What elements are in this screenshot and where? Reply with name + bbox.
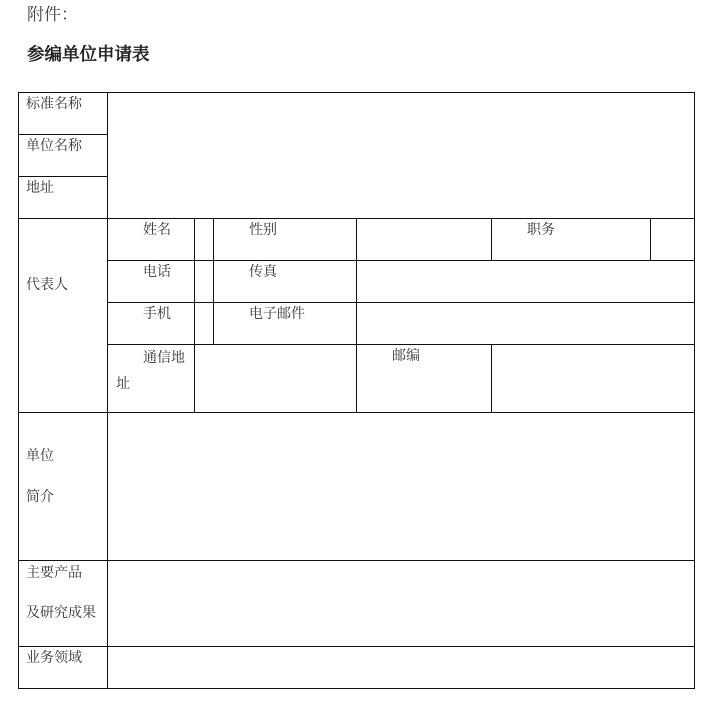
products-label-line-1: 主要产品 [26, 565, 82, 581]
mobile-value-cell [194, 302, 214, 345]
email-label-cell [213, 302, 357, 345]
unit-name-label-cell [18, 134, 108, 177]
attachment-label: 附件： [27, 5, 78, 25]
phone-label: 电话 [143, 264, 171, 280]
unit-intro-label-line-1: 单位 [26, 448, 54, 464]
gender-label: 性别 [249, 222, 277, 238]
mailing-address-label: 通信地址 [116, 350, 185, 392]
standard-name-label: 标准名称 [26, 96, 82, 112]
unit-intro-label-cell [18, 412, 108, 561]
postcode-label: 邮编 [392, 348, 420, 364]
products-value-cell [107, 560, 695, 647]
form-title: 参编单位申请表 [27, 45, 150, 65]
email-value-cell [356, 302, 695, 345]
position-label-cell [491, 218, 651, 261]
phone-label-cell [107, 260, 195, 303]
unit-name-label: 单位名称 [26, 138, 82, 154]
postcode-value-cell [491, 344, 695, 413]
business-scope-label-cell [18, 646, 108, 689]
business-scope-value-cell [107, 646, 695, 689]
business-scope-label: 业务领域 [26, 650, 82, 666]
fax-label: 传真 [249, 264, 277, 280]
email-label: 电子邮件 [249, 306, 305, 322]
mobile-label-cell [107, 302, 195, 345]
name-label: 姓名 [143, 222, 171, 238]
address-label: 地址 [26, 180, 54, 196]
name-value-cell [194, 218, 214, 261]
mailing-address-label-cell [107, 344, 195, 413]
products-label-cell [18, 560, 108, 647]
name-label-cell [107, 218, 195, 261]
unit-intro-value-cell [107, 412, 695, 561]
mailing-address-value-cell [194, 344, 357, 413]
phone-value-cell [194, 260, 214, 303]
representative-label: 代表人 [26, 277, 68, 293]
standard-name-label-cell [18, 92, 108, 135]
fax-value-cell [356, 260, 695, 303]
gender-value-cell [356, 218, 492, 261]
mobile-label: 手机 [143, 306, 171, 322]
application-form-table [18, 92, 695, 689]
unit-intro-label-line-2: 简介 [26, 489, 54, 505]
postcode-label-cell [356, 344, 492, 413]
address-label-cell [18, 176, 108, 219]
position-label: 职务 [527, 222, 555, 238]
products-label-line-2: 及研究成果 [26, 605, 96, 621]
fax-label-cell [213, 260, 357, 303]
basic-info-value-cell [107, 92, 695, 219]
position-value-cell [650, 218, 695, 261]
representative-label-cell [18, 218, 108, 413]
gender-label-cell [213, 218, 357, 261]
